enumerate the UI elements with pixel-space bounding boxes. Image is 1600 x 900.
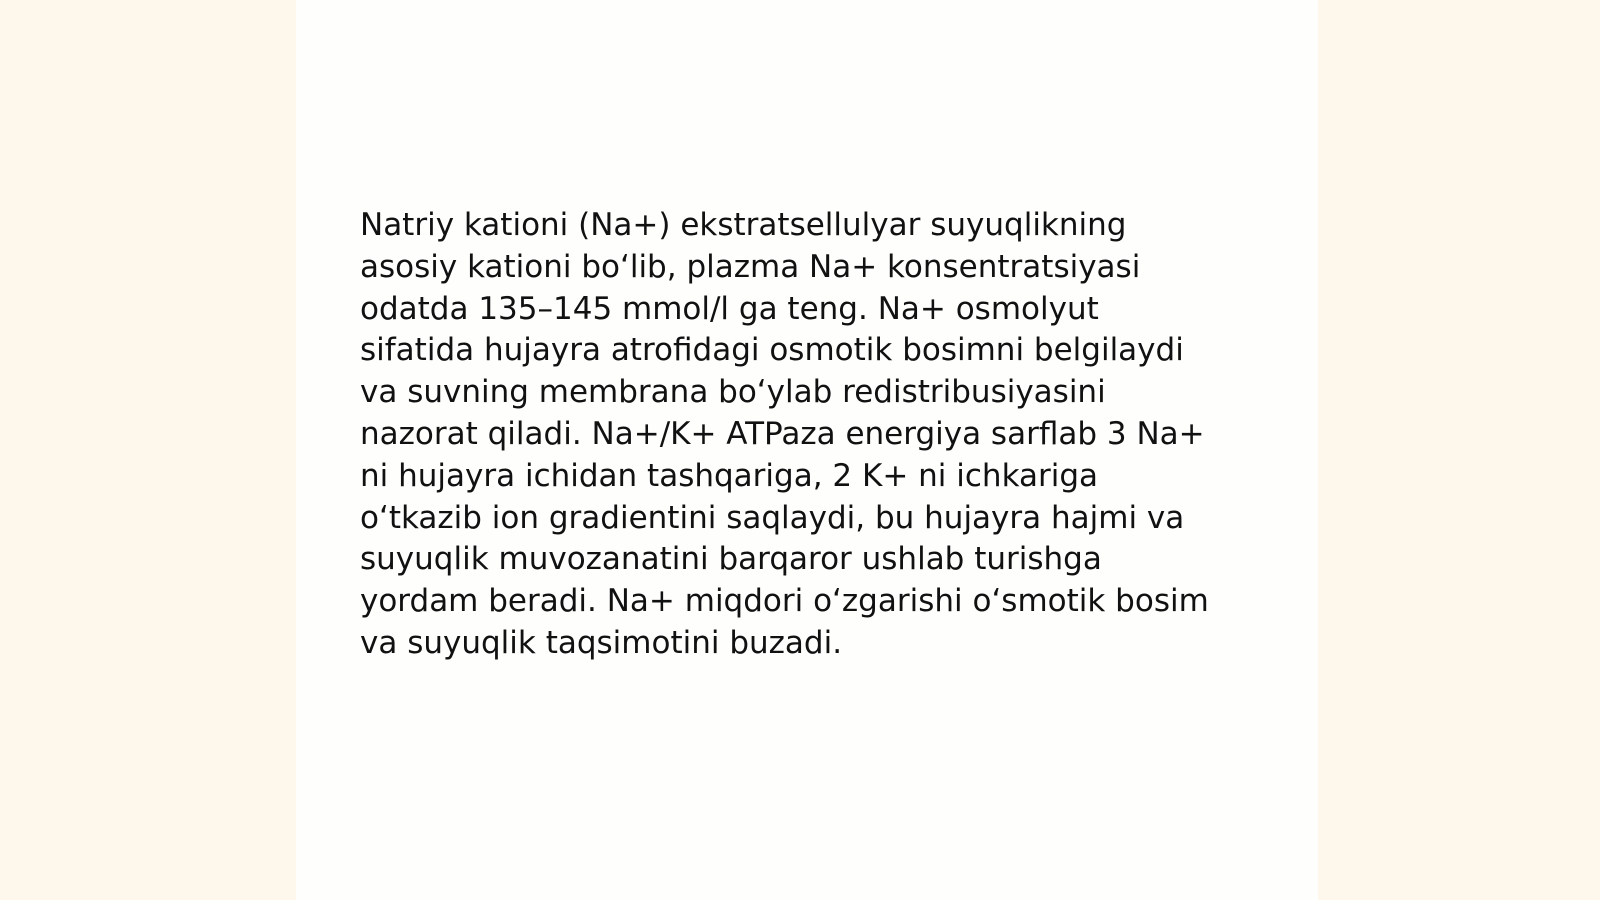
paragraph-line: suyuqlik muvozanatini barqaror ushlab turishga xyxy=(360,541,1102,578)
paragraph-line: va suvning membrana bo‘ylab redistribusiyasini xyxy=(360,374,1106,411)
paragraph-line: asosiy kationi bo‘lib, plazma Na+ konsentratsiyasi xyxy=(360,248,1141,285)
paragraph-line: nazorat qiladi. Na+/K+ ATPaza energiya sarflab 3 Na+ xyxy=(360,415,1205,452)
paragraph-line: sifatida hujayra atrofidagi osmotik bosimni belgilaydi xyxy=(360,332,1184,369)
paragraph-line: odatda 135–145 mmol/l ga teng. Na+ osmolyut xyxy=(360,290,1099,327)
paragraph-line: Natriy kationi (Na+) ekstratsellulyar suyuqlikning xyxy=(360,207,1127,243)
paragraph-line: yordam beradi. Na+ miqdori o‘zgarishi o‘smotik bosim xyxy=(360,583,1209,620)
paragraph-line: o‘tkazib ion gradientini saqlaydi, bu hujayra hajmi va xyxy=(360,499,1185,536)
document-page xyxy=(296,0,1318,900)
paragraph-line: ni hujayra ichidan tashqariga, 2 K+ ni ichkariga xyxy=(360,457,1099,494)
paragraph-line: va suyuqlik taqsimotini buzadi. xyxy=(360,624,843,661)
body-paragraph xyxy=(360,205,1250,665)
